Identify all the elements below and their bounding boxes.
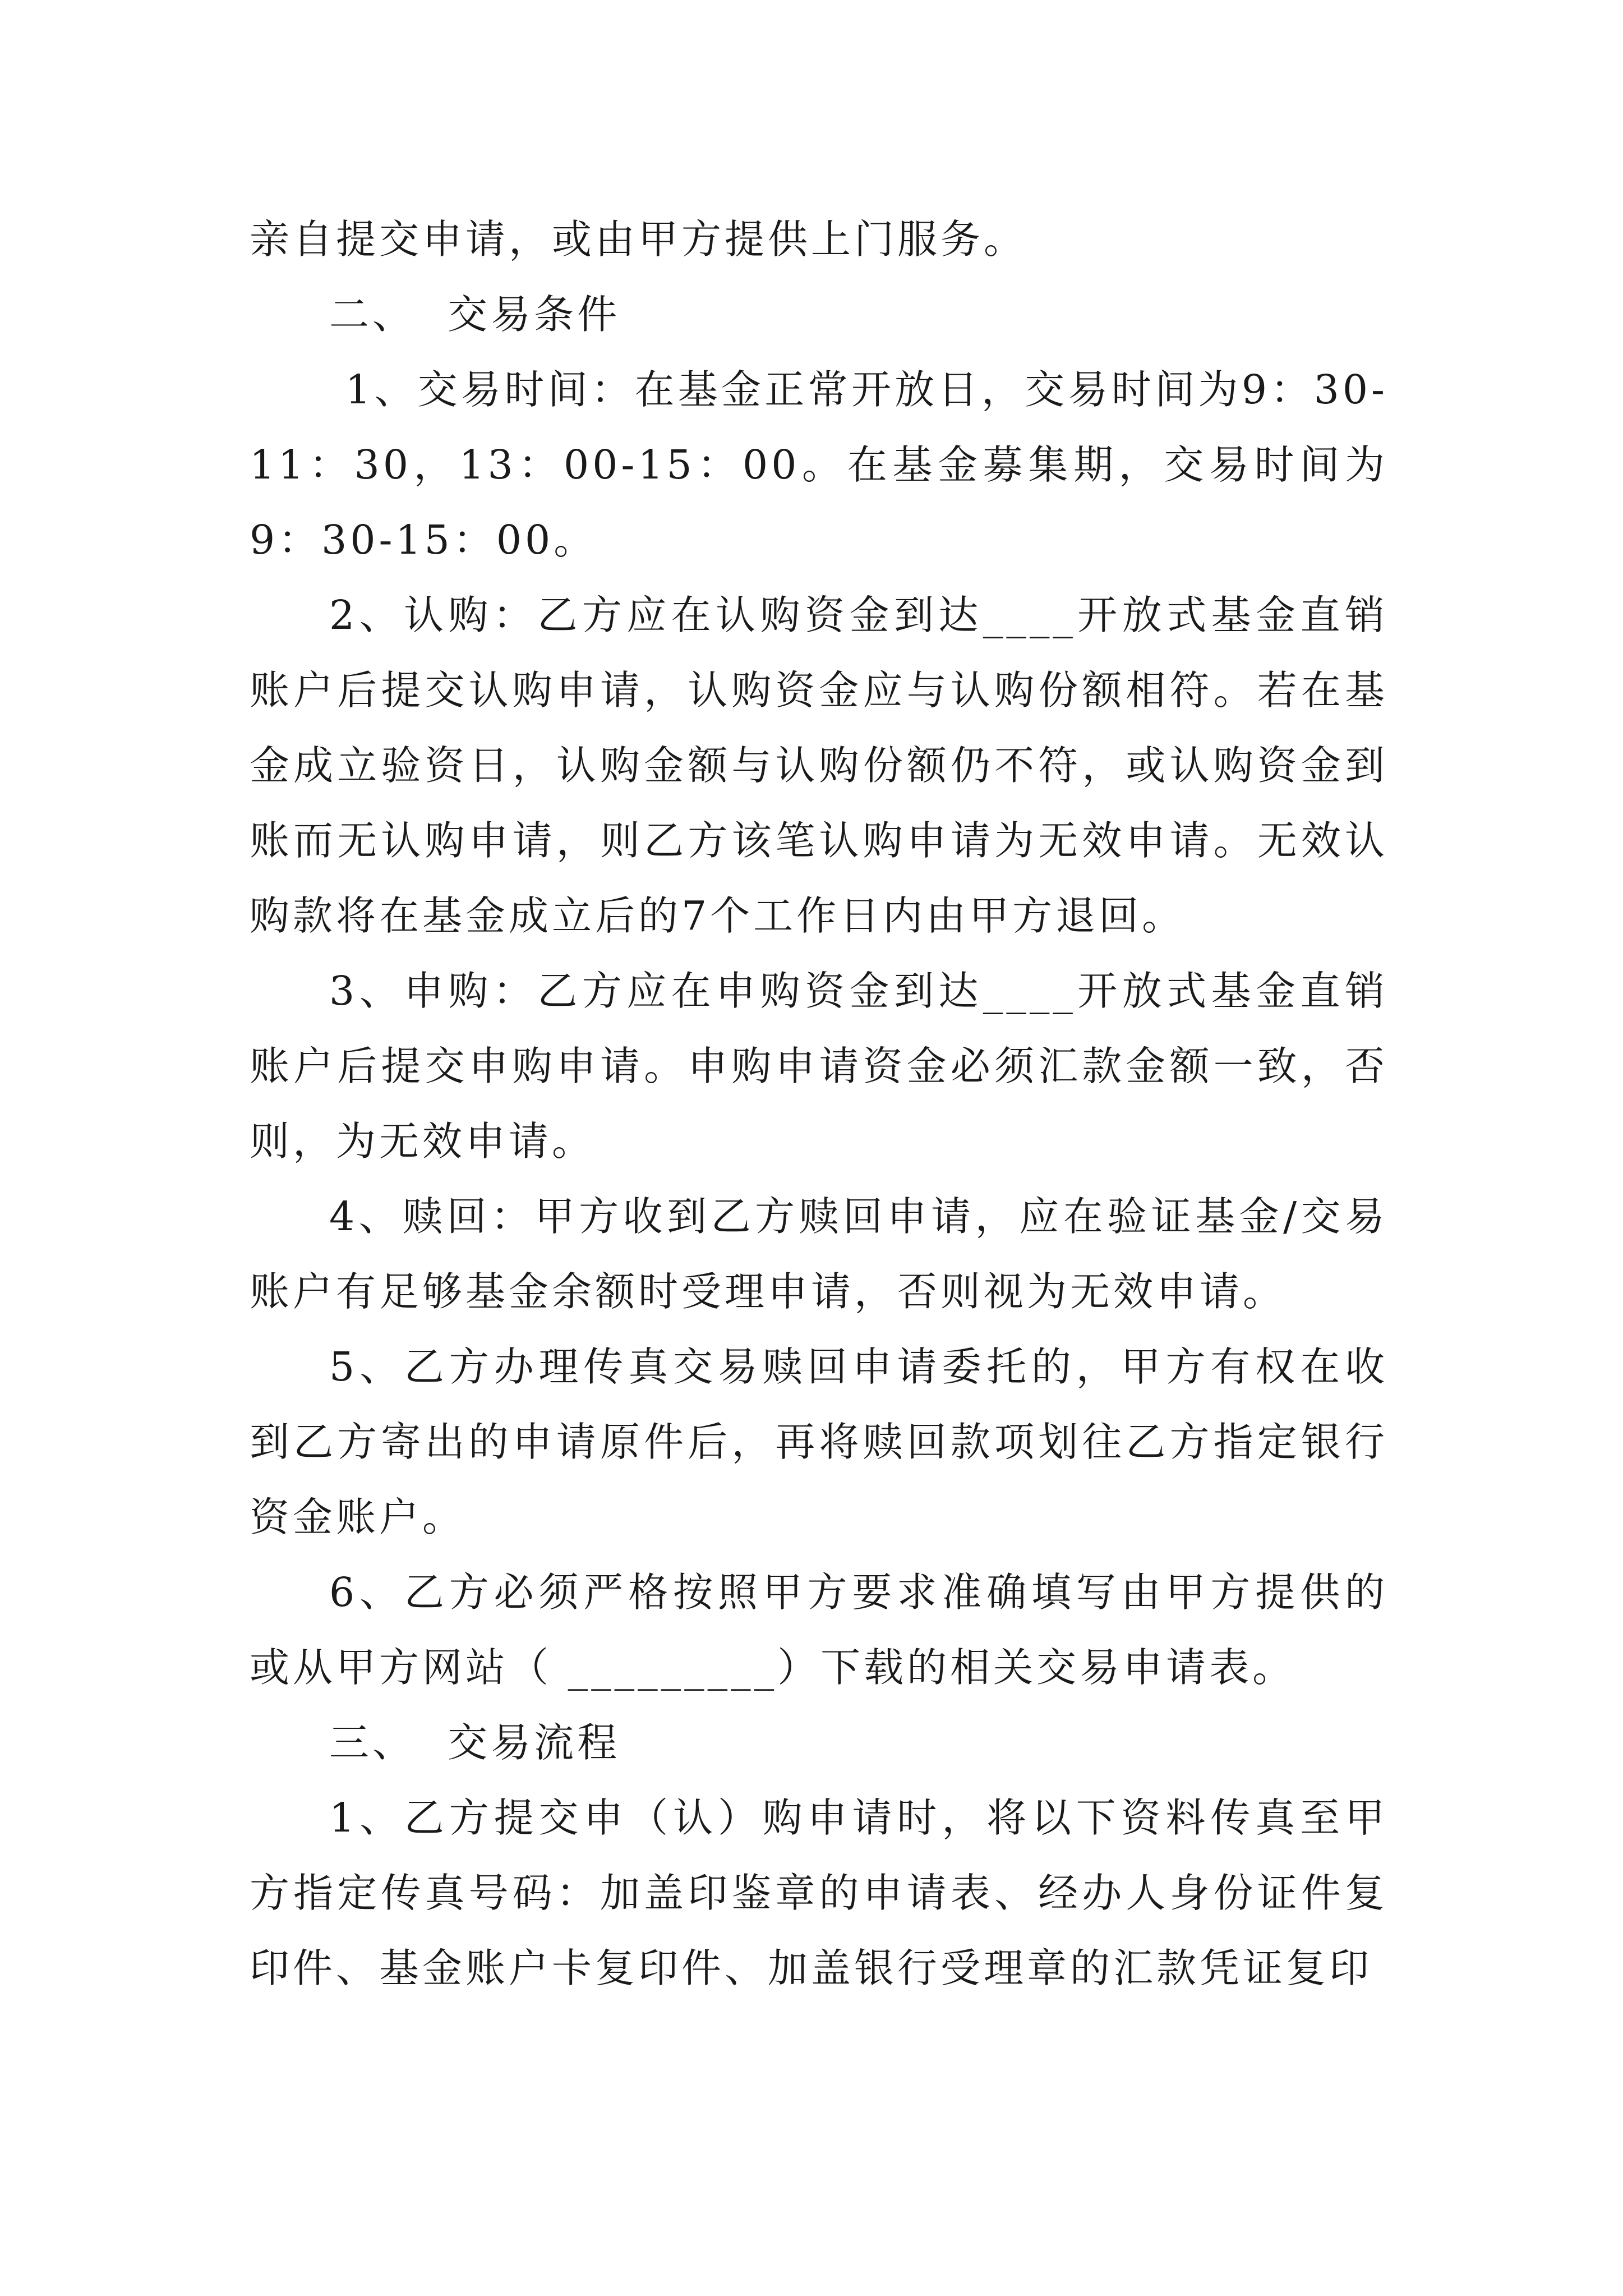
paragraph-fax-redemption: 5、乙方办理传真交易赎回申请委托的，甲方有权在收到乙方寄出的申请原件后，再将赎回款项划往乙方指定银行资金账户。 [250,1343,1388,1540]
paragraph-submission-materials: 1、乙方提交申（认）购申请时，将以下资料传真至甲方指定传真号码：加盖印鉴章的申请表、经办人身份证件复印件、基金账户卡复印件、加盖银行受理章的汇款凭证复印 [250,1795,1388,1991]
paragraph-intro-continuation: 亲自提交申请，或由甲方提供上门服务。 [250,216,1027,263]
paragraph-trading-hours: 1、交易时间：在基金正常开放日，交易时间为9：30-11：30，13：00-15：00。在基金募集期，交易时间为9：30-15：00。 [250,366,1389,563]
paragraph-application-forms: 6、乙方必须严格按照甲方要求准确填写由甲方提供的或从甲方网站（ _________）下载的相关交易申请表。 [250,1569,1388,1691]
paragraph-subscription: 2、认购：乙方应在认购资金到达____开放式基金直销账户后提交认购申请，认购资金应与认购份额相符。若在基金成立验资日，认购金额与认购份额仍不符，或认购资金到账而无认购申请，则乙方该笔认购申请为无效申请。无效认购款将在基金成立后的7个工作日内由甲方退回。 [250,592,1388,939]
paragraph-redemption: 4、赎回：甲方收到乙方赎回申请，应在验证基金/交易账户有足够基金余额时受理申请，否则视为无效申请。 [250,1193,1388,1315]
section-heading-trading-conditions: 二、 交易条件 [329,291,621,338]
section-heading-trading-process: 三、 交易流程 [329,1719,621,1766]
paragraph-purchase: 3、申购：乙方应在申购资金到达____开放式基金直销账户后提交申购申请。申购申请资金必须汇款金额一致，否则，为无效申请。 [250,968,1388,1165]
document-body [250,202,1388,2006]
